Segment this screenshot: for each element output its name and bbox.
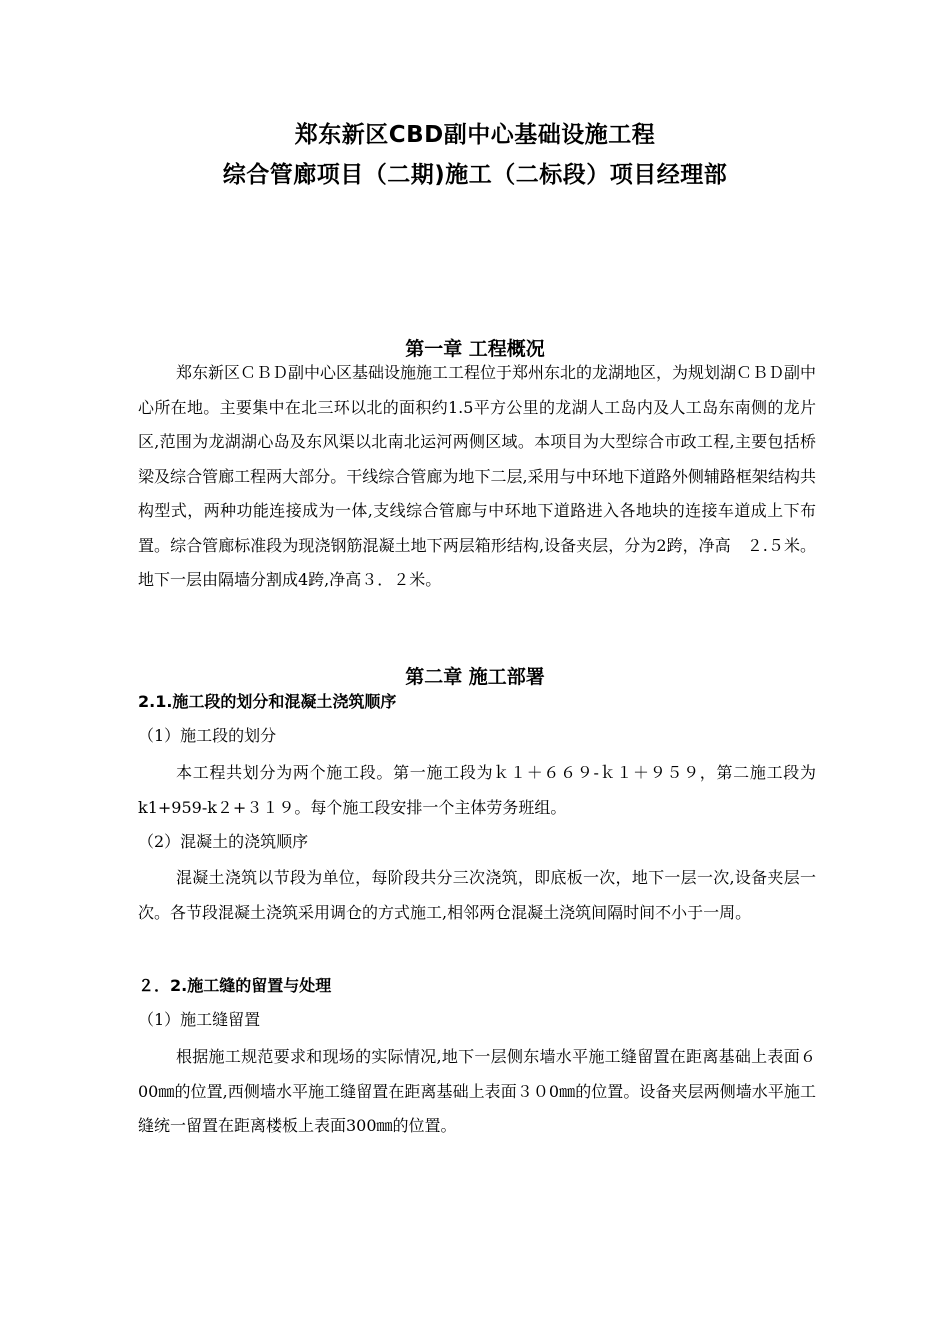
document-title-line-1: 郑东新区CBD副中心基础设施工程: [294, 122, 656, 148]
section-2-1-heading: 2.1.施工段的划分和混凝土浇筑顺序: [138, 692, 397, 711]
section-2-1-sub-1-label: （1）施工段的划分: [138, 726, 277, 745]
chapter-1-heading: 第一章 工程概况: [405, 338, 545, 360]
section-2-1-sub-2-text: 混凝土浇筑以节段为单位，每阶段共分三次浇筑，即底板一次，地下一层一次,设备夹层一次。各节段混凝土浇筑采用调仓的方式施工,相邻两仓混凝土浇筑间隔时间不小于一周。: [138, 868, 816, 922]
section-2-2-heading: ２．2.施工缝的留置与处理: [138, 976, 332, 995]
document-title-line-2: 综合管廊项目（二期)施工（二标段）项目经理部: [222, 162, 728, 188]
chapter-2-heading: 第二章 施工部署: [405, 666, 545, 688]
section-2-2-sub-1-label: （1）施工缝留置: [138, 1010, 261, 1029]
section-2-1-sub-1-text: 本工程共划分为两个施工段。第一施工段为ｋ１＋６６９-ｋ１＋９５９，第二施工段为k1+959-k２+３１９。每个施工段安排一个主体劳务班组。: [138, 763, 816, 817]
chapter-1-paragraph: 郑东新区ＣＢＤ副中心区基础设施施工工程位于郑州东北的龙湖地区，为规划湖ＣＢＤ副中心所在地。主要集中在北三环以北的面积约1.5平方公里的龙湖人工岛内及人工岛东南侧的龙片区,范围为龙湖湖心岛及东风渠以北南北运河两侧区域。本项目为大型综合市政工程,主要包括桥梁及综合管廊工程两大部分。干线综合管廊为地下二层,采用与中环地下道路外侧辅路框架结构共构型式，两种功能连接成为一体,支线综合管廊与中环地下道路进入各地块的连接车道成上下布置。综合管廊标准段为现浇钢筋混凝土地下两层箱形结构,设备夹层，分为2跨，净高 ２.５米。地下一层由隔墙分割成4跨,净高３．２米。: [138, 363, 817, 589]
section-2-1-sub-2-label: （2）混凝土的浇筑顺序: [138, 832, 309, 851]
section-2-2-sub-1-text: 根据施工规范要求和现场的实际情况,地下一层侧东墙水平施工缝留置在距离基础上表面６00㎜的位置,西侧墙水平施工缝留置在距离基础上表面３０0㎜的位置。设备夹层两侧墙水平施工缝统一留置在距离楼板上表面300㎜的位置。: [138, 1047, 816, 1135]
